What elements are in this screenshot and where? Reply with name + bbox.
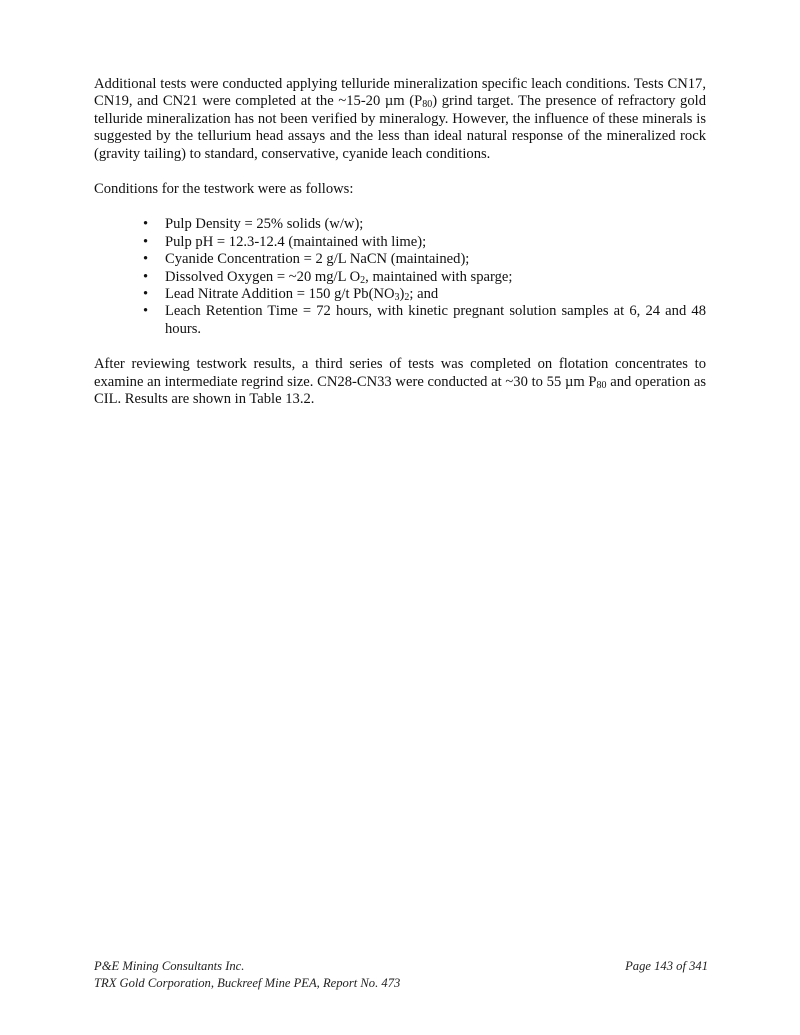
list-item: • Cyanide Concentration = 2 g/L NaCN (maintained); (143, 251, 470, 268)
list-item: • Leach Retention Time = 72 hours, with kinetic pregnant solution samples at 6, 24 and 48 hours. (143, 303, 706, 337)
list-item: • Pulp pH = 12.3-12.4 (maintained with lime); (143, 233, 427, 250)
bullet-icon: • (143, 303, 149, 320)
paragraph-conditions-intro: Conditions for the testwork were as follows: (94, 181, 354, 198)
bullet-icon: • (143, 233, 149, 250)
list-item: • Lead Nitrate Addition = 150 g/t $Pb(NO_3)_2$; and (143, 286, 439, 304)
list-item: • Pulp Density = 25% solids (w/w); (143, 216, 364, 233)
bullet-icon: • (143, 251, 149, 268)
footer-company: P&E Mining Consultants Inc. (94, 959, 245, 973)
page-number: Page 143 of 341 (625, 959, 708, 973)
bullet-icon: • (143, 286, 149, 303)
bullet-icon: • (143, 216, 149, 233)
page-body (94, 76, 706, 409)
paragraph-telluride-tests: Additional tests were conducted applying telluride mineralization specific leach conditions. Tests CN17, CN19, and CN21 were completed at the ~15-20 µm $(P_{80})$ grind target. The presence of refractory gold telluride mineralization has not been verified by mineralogy. However, the influence of these minerals is suggested by the tellurium head assays and the less than ideal natural response of the mineralized rock (gravity tailing) to standard, conservative, cyanide leach conditions. (94, 76, 707, 162)
footer-report: TRX Gold Corporation, Buckreef Mine PEA, Report No. 473 (94, 975, 401, 990)
paragraph-regrind-series: After reviewing testwork results, a third series of tests was completed on flotation concentrates to examine an intermediate regrind size. CN28-CN33 were conducted at ~30 to 55 µm $P_{80}$ and operation as CIL. Results are shown in Table 13.2. (94, 356, 706, 408)
bullet-icon: • (143, 268, 149, 285)
conditions-list (94, 216, 706, 338)
page-footer (94, 958, 708, 991)
list-item: • Dissolved Oxygen = ~20 mg/L $O_2$, maintained with sparge; (143, 268, 513, 286)
